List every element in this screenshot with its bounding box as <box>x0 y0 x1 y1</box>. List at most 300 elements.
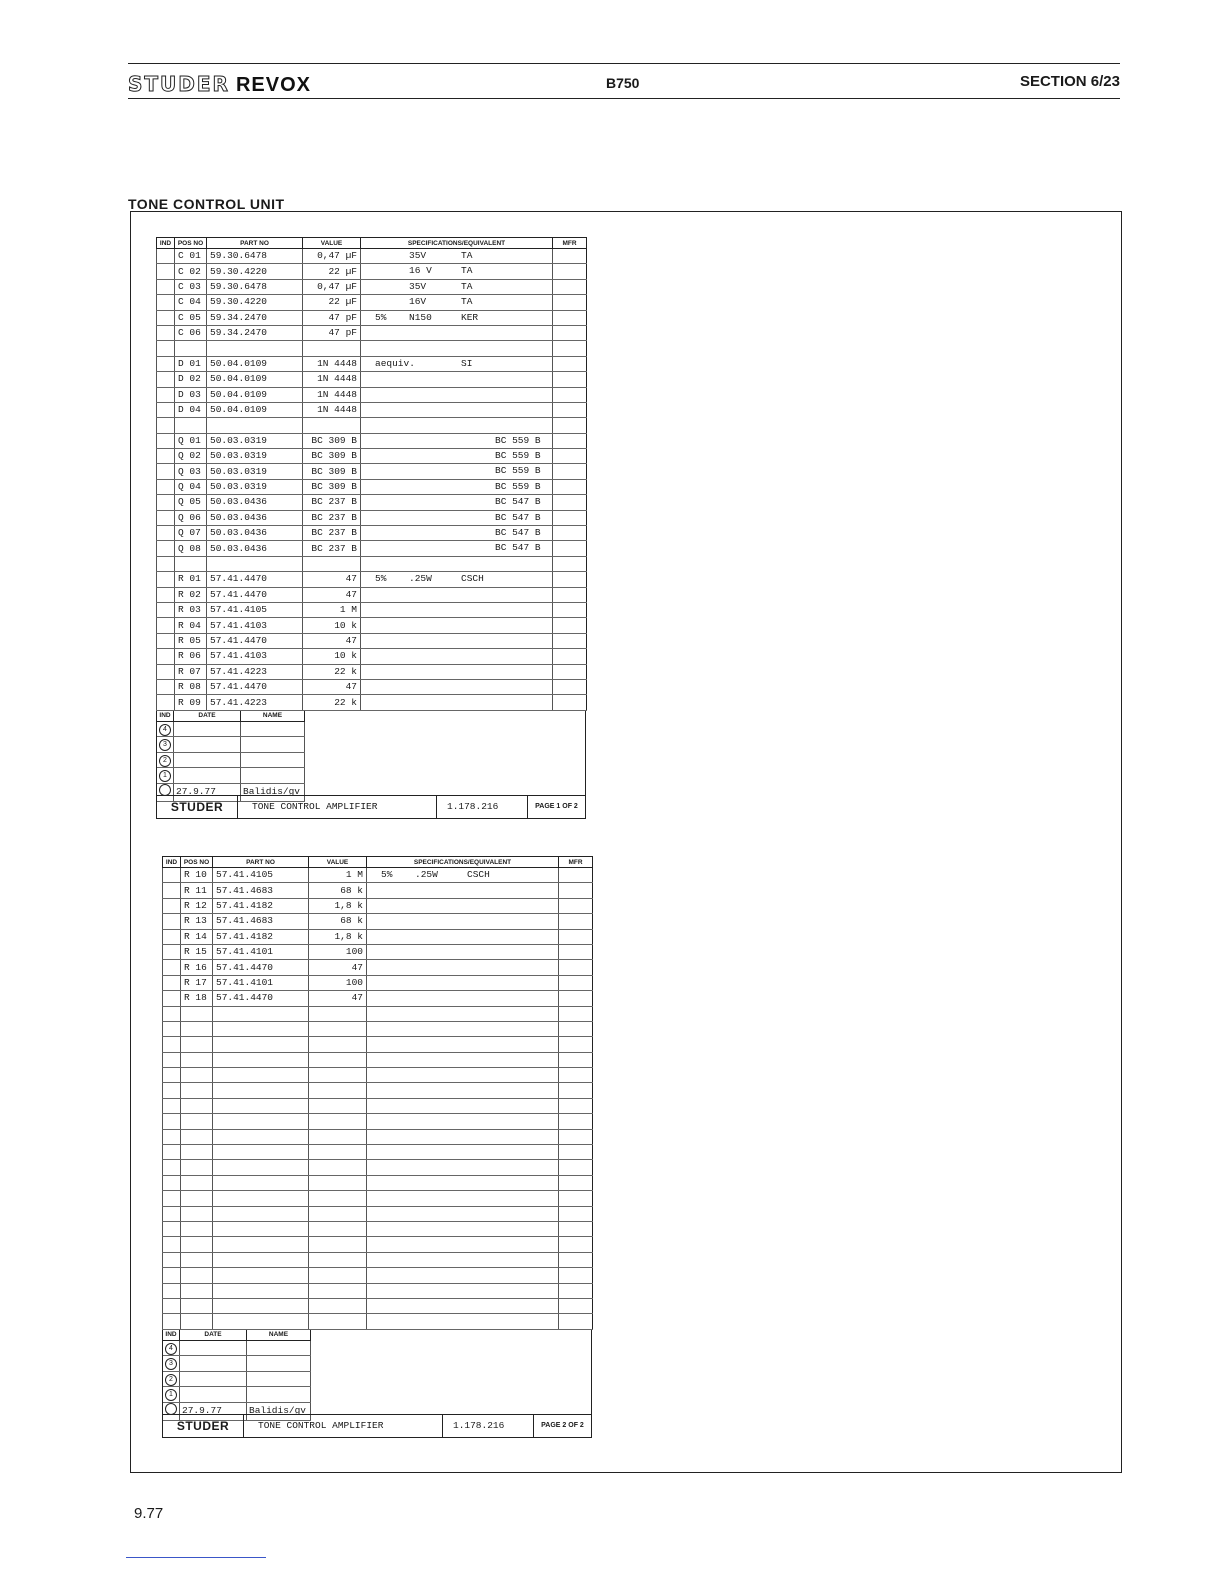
revision-row <box>163 1387 311 1403</box>
spec-cell <box>361 279 553 294</box>
table-row <box>157 526 587 541</box>
table-row <box>157 464 587 479</box>
part-no-cell: 50.03.0436 <box>207 526 303 541</box>
ind-cell <box>163 1252 181 1267</box>
mfr-cell <box>559 1252 593 1267</box>
table-row <box>157 602 587 617</box>
revision-row <box>157 752 305 768</box>
revision-date <box>174 737 241 753</box>
pos-no-cell: Q 06 <box>175 510 207 525</box>
mfr-cell <box>559 1160 593 1175</box>
part-no-cell: 57.41.4105 <box>207 602 303 617</box>
table-row <box>163 1052 593 1067</box>
mfr-cell <box>559 1175 593 1190</box>
spec-cell <box>367 883 559 898</box>
table-row <box>157 664 587 679</box>
revision-row <box>163 1340 311 1356</box>
col-mfr: MFR <box>553 238 587 249</box>
table-row <box>157 556 587 571</box>
table-row <box>163 1191 593 1206</box>
mfr-cell <box>553 510 587 525</box>
ind-cell <box>157 556 175 571</box>
value-cell: 1N 4448 <box>303 372 361 387</box>
value-cell <box>309 1314 367 1329</box>
ind-cell <box>157 526 175 541</box>
revision-name <box>247 1356 311 1372</box>
spec-s3: CSCH <box>461 573 484 585</box>
part-no-cell: 50.03.0319 <box>207 464 303 479</box>
value-cell: 1N 4448 <box>303 356 361 371</box>
spec-cell <box>367 1206 559 1221</box>
revision-date <box>174 752 241 768</box>
table-row <box>157 541 587 556</box>
table-row <box>157 618 587 633</box>
ind-cell <box>157 618 175 633</box>
part-no-cell: 59.34.2470 <box>207 325 303 340</box>
revision-table <box>163 1330 311 1421</box>
part-no-cell: 50.03.0436 <box>207 541 303 556</box>
spec-s4: BC 559 B <box>495 480 541 492</box>
table-row <box>157 587 587 602</box>
spec-cell <box>367 975 559 990</box>
table-row <box>157 295 587 310</box>
value-cell <box>309 1006 367 1021</box>
revision-date: 27.9.77 <box>180 1402 247 1420</box>
part-no-cell: 59.30.4220 <box>207 295 303 310</box>
spec-cell <box>367 898 559 913</box>
pos-no-cell <box>181 1268 213 1283</box>
revision-row <box>163 1371 311 1387</box>
rev-col-date: DATE <box>180 1330 247 1341</box>
value-cell: 47 <box>303 587 361 602</box>
table-row <box>157 649 587 664</box>
ind-cell <box>157 264 175 279</box>
table-row <box>163 1175 593 1190</box>
part-no-cell: 57.41.4470 <box>207 587 303 602</box>
spec-s4: BC 547 B <box>495 511 541 523</box>
table-row <box>163 1206 593 1221</box>
spec-cell <box>361 649 553 664</box>
ind-cell <box>157 356 175 371</box>
table-row <box>163 883 593 898</box>
part-no-cell: 50.03.0319 <box>207 479 303 494</box>
revision-ind-cell <box>163 1371 180 1387</box>
table-row <box>157 418 587 433</box>
table-row <box>163 1221 593 1236</box>
ind-cell <box>163 944 181 959</box>
part-no-cell <box>213 1098 309 1113</box>
part-no-cell: 59.30.6478 <box>207 249 303 264</box>
ind-cell <box>157 679 175 694</box>
table-row <box>157 510 587 525</box>
value-cell <box>309 1037 367 1052</box>
pos-no-cell: Q 05 <box>175 495 207 510</box>
revision-block <box>156 711 586 819</box>
table-row <box>157 264 587 279</box>
spec-cell <box>361 679 553 694</box>
parts-table <box>162 856 593 1330</box>
table-row <box>163 1283 593 1298</box>
mfr-cell <box>559 883 593 898</box>
value-cell: 47 <box>303 679 361 694</box>
value-cell: 1N 4448 <box>303 387 361 402</box>
revision-ind-cell <box>163 1387 180 1403</box>
rev-col-ind: IND <box>163 1330 180 1341</box>
pos-no-cell: Q 03 <box>175 464 207 479</box>
table-row <box>163 1083 593 1098</box>
spec-cell <box>361 264 553 279</box>
table-row <box>163 1129 593 1144</box>
value-cell <box>309 1237 367 1252</box>
value-cell: 1,8 k <box>309 929 367 944</box>
revision-name <box>241 721 305 737</box>
spec-s2: 16V <box>409 296 427 308</box>
value-cell: BC 237 B <box>303 526 361 541</box>
value-cell <box>309 1098 367 1113</box>
value-cell <box>309 1068 367 1083</box>
revision-ind-cell <box>157 752 174 768</box>
mfr-cell <box>553 633 587 648</box>
pos-no-cell <box>181 1083 213 1098</box>
revision-row <box>163 1356 311 1372</box>
pos-no-cell: C 06 <box>175 325 207 340</box>
ind-cell <box>163 868 181 883</box>
spec-s4: BC 547 B <box>495 527 541 539</box>
mfr-cell <box>553 572 587 587</box>
part-no-cell <box>213 1037 309 1052</box>
value-cell: BC 309 B <box>303 464 361 479</box>
spec-cell <box>361 249 553 264</box>
parts-table <box>156 237 587 711</box>
mfr-cell <box>559 1052 593 1067</box>
spec-s4: BC 559 B <box>495 434 541 446</box>
spec-cell <box>367 1098 559 1113</box>
pos-no-cell: R 05 <box>175 633 207 648</box>
value-cell <box>303 418 361 433</box>
part-no-cell: 57.41.4103 <box>207 618 303 633</box>
spec-cell <box>361 449 553 464</box>
spec-cell <box>367 1298 559 1313</box>
value-cell: 47 pF <box>303 310 361 325</box>
value-cell: 10 k <box>303 649 361 664</box>
table-row <box>157 695 587 710</box>
title-block <box>157 795 585 818</box>
spec-s2: 16 V <box>409 265 432 277</box>
part-no-cell <box>207 418 303 433</box>
ind-cell <box>163 1052 181 1067</box>
value-cell: 1 M <box>309 868 367 883</box>
table-row <box>157 310 587 325</box>
spec-s3: CSCH <box>467 869 490 880</box>
spec-cell <box>361 479 553 494</box>
revision-row <box>157 721 305 737</box>
parts-table-header <box>163 857 593 868</box>
value-cell <box>303 341 361 356</box>
ind-cell <box>163 1237 181 1252</box>
value-cell: BC 309 B <box>303 433 361 448</box>
pos-no-cell: C 03 <box>175 279 207 294</box>
section-number: SECTION 6/23 <box>1019 73 1120 90</box>
part-no-cell: 50.04.0109 <box>207 387 303 402</box>
ind-cell <box>157 387 175 402</box>
revision-date <box>180 1387 247 1403</box>
pos-no-cell <box>181 1021 213 1036</box>
pos-no-cell: C 05 <box>175 310 207 325</box>
pos-no-cell <box>181 1237 213 1252</box>
ind-cell <box>163 1068 181 1083</box>
table-row <box>163 868 593 883</box>
value-cell <box>309 1021 367 1036</box>
mfr-cell <box>559 1037 593 1052</box>
value-cell: 22 k <box>303 664 361 679</box>
table-row <box>163 1114 593 1129</box>
table-row <box>157 433 587 448</box>
spec-cell <box>361 510 553 525</box>
model-number: B750 <box>606 75 640 91</box>
ind-cell <box>157 249 175 264</box>
spec-cell <box>361 464 553 479</box>
col-pos-no: POS NO <box>175 238 207 249</box>
ind-cell <box>163 914 181 929</box>
value-cell <box>309 1252 367 1267</box>
value-cell <box>303 556 361 571</box>
spec-cell <box>367 1129 559 1144</box>
value-cell: BC 309 B <box>303 449 361 464</box>
value-cell: 68 k <box>309 883 367 898</box>
pos-no-cell: D 02 <box>175 372 207 387</box>
spec-cell <box>367 1145 559 1160</box>
revision-name: Balidis/gv <box>247 1402 311 1420</box>
ind-cell <box>163 1175 181 1190</box>
pos-no-cell: R 17 <box>181 975 213 990</box>
spec-s3: KER <box>461 311 479 323</box>
part-no-cell <box>213 1175 309 1190</box>
mfr-cell <box>553 526 587 541</box>
title-block-page: PAGE 1 OF 2 <box>535 803 578 811</box>
mfr-cell <box>553 295 587 310</box>
spec-s2: N150 <box>409 311 432 323</box>
mfr-cell <box>559 1083 593 1098</box>
ind-cell <box>163 1098 181 1113</box>
spec-cell <box>367 1021 559 1036</box>
part-no-cell <box>213 1114 309 1129</box>
mfr-cell <box>559 1191 593 1206</box>
part-no-cell <box>213 1083 309 1098</box>
table-row <box>157 679 587 694</box>
rev-col-date: DATE <box>174 711 241 722</box>
spec-cell <box>361 387 553 402</box>
spec-cell <box>361 356 553 371</box>
pos-no-cell: R 08 <box>175 679 207 694</box>
revision-name <box>247 1340 311 1356</box>
table-row <box>163 1314 593 1329</box>
mfr-cell <box>559 1098 593 1113</box>
ind-cell <box>163 1160 181 1175</box>
pos-no-cell <box>181 1037 213 1052</box>
value-cell <box>309 1268 367 1283</box>
revision-name: Balidis/gv <box>241 783 305 801</box>
mfr-cell <box>559 1006 593 1021</box>
col-spec: SPECIFICATIONS/EQUIVALENT <box>361 238 553 249</box>
part-no-cell: 57.41.4683 <box>213 883 309 898</box>
ind-cell <box>163 960 181 975</box>
pos-no-cell <box>175 418 207 433</box>
part-no-cell <box>213 1160 309 1175</box>
pos-no-cell: R 13 <box>181 914 213 929</box>
spec-cell <box>361 372 553 387</box>
part-no-cell: 50.03.0319 <box>207 433 303 448</box>
col-part-no: PART NO <box>207 238 303 249</box>
ind-cell <box>157 664 175 679</box>
table-row <box>157 249 587 264</box>
table-row <box>163 1098 593 1113</box>
spec-cell <box>361 402 553 417</box>
part-no-cell <box>207 556 303 571</box>
ind-cell <box>157 633 175 648</box>
value-cell: 68 k <box>309 914 367 929</box>
pos-no-cell <box>181 1252 213 1267</box>
parts-list-sheet-1 <box>156 237 586 819</box>
mfr-cell <box>553 279 587 294</box>
spec-s2: 35V <box>409 280 427 292</box>
part-no-cell: 57.41.4103 <box>207 649 303 664</box>
pos-no-cell <box>181 1098 213 1113</box>
mfr-cell <box>553 695 587 710</box>
spec-cell <box>367 1221 559 1236</box>
col-ind: IND <box>157 238 175 249</box>
spec-cell <box>361 664 553 679</box>
spec-s3: TA <box>461 265 473 277</box>
pos-no-cell: Q 02 <box>175 449 207 464</box>
value-cell: 0,47 µF <box>303 249 361 264</box>
title-block-number: 1.178.216 <box>443 1415 534 1437</box>
title-block <box>163 1414 591 1437</box>
spec-cell <box>367 1160 559 1175</box>
spec-cell <box>361 602 553 617</box>
spec-cell <box>367 1083 559 1098</box>
revision-date <box>180 1340 247 1356</box>
header-rule-top <box>128 63 1120 64</box>
col-ind: IND <box>163 857 181 868</box>
mfr-cell <box>553 618 587 633</box>
revision-index-icon: 4 <box>165 1343 177 1355</box>
ind-cell <box>157 510 175 525</box>
table-row <box>163 1298 593 1313</box>
spec-s4: BC 559 B <box>495 450 541 462</box>
spec-s3: TA <box>461 250 473 261</box>
pos-no-cell <box>181 1175 213 1190</box>
pos-no-cell: R 14 <box>181 929 213 944</box>
ind-cell <box>163 1314 181 1329</box>
rev-col-name: NAME <box>247 1330 311 1341</box>
table-row <box>163 991 593 1006</box>
table-row <box>163 929 593 944</box>
value-cell <box>309 1052 367 1067</box>
value-cell: 47 <box>303 572 361 587</box>
col-part-no: PART NO <box>213 857 309 868</box>
pos-no-cell: R 12 <box>181 898 213 913</box>
spec-cell <box>367 1068 559 1083</box>
col-value: VALUE <box>309 857 367 868</box>
part-no-cell <box>213 1206 309 1221</box>
spec-cell <box>367 1037 559 1052</box>
table-row <box>163 1068 593 1083</box>
part-no-cell <box>213 1068 309 1083</box>
ind-cell <box>157 418 175 433</box>
ind-cell <box>163 1114 181 1129</box>
spec-cell <box>367 1252 559 1267</box>
revision-ind-cell <box>157 768 174 784</box>
parts-table-header <box>157 238 587 249</box>
revision-table <box>157 711 305 802</box>
spec-s1: 5% <box>381 869 393 880</box>
revision-name <box>247 1371 311 1387</box>
pos-no-cell: R 02 <box>175 587 207 602</box>
part-no-cell: 57.41.4105 <box>213 868 309 883</box>
mfr-cell <box>553 387 587 402</box>
pos-no-cell: C 04 <box>175 295 207 310</box>
spec-s1: 5% <box>375 311 387 323</box>
pos-no-cell <box>181 1129 213 1144</box>
part-no-cell <box>213 1268 309 1283</box>
value-cell <box>309 1160 367 1175</box>
part-no-cell: 57.41.4182 <box>213 898 309 913</box>
spec-cell <box>361 495 553 510</box>
value-cell <box>309 1083 367 1098</box>
pos-no-cell <box>181 1221 213 1236</box>
revision-name <box>241 737 305 753</box>
part-no-cell: 50.03.0436 <box>207 495 303 510</box>
spec-cell <box>361 526 553 541</box>
value-cell <box>309 1145 367 1160</box>
spec-cell <box>367 1237 559 1252</box>
mfr-cell <box>553 587 587 602</box>
revision-name <box>247 1387 311 1403</box>
spec-s2: .25W <box>415 869 438 880</box>
pos-no-cell <box>181 1052 213 1067</box>
ind-cell <box>163 1221 181 1236</box>
value-cell <box>309 1175 367 1190</box>
table-row <box>163 1037 593 1052</box>
mfr-cell <box>559 975 593 990</box>
pos-no-cell: D 04 <box>175 402 207 417</box>
table-row <box>163 1237 593 1252</box>
mfr-cell <box>559 1298 593 1313</box>
value-cell: 47 <box>303 633 361 648</box>
part-no-cell <box>213 1006 309 1021</box>
revision-row <box>157 737 305 753</box>
mfr-cell <box>559 1129 593 1144</box>
spec-s4: BC 547 B <box>495 496 541 508</box>
value-cell: 47 pF <box>303 325 361 340</box>
part-no-cell: 50.04.0109 <box>207 372 303 387</box>
mfr-cell <box>553 495 587 510</box>
part-no-cell <box>213 1237 309 1252</box>
pos-no-cell: R 18 <box>181 991 213 1006</box>
parts-list-sheet-2 <box>162 856 592 1438</box>
value-cell: 10 k <box>303 618 361 633</box>
spec-cell <box>367 1283 559 1298</box>
mfr-cell <box>553 264 587 279</box>
spec-cell <box>367 1268 559 1283</box>
mfr-cell <box>553 679 587 694</box>
part-no-cell <box>213 1314 309 1329</box>
ind-cell <box>157 572 175 587</box>
pos-no-cell <box>181 1114 213 1129</box>
value-cell <box>309 1129 367 1144</box>
part-no-cell <box>213 1283 309 1298</box>
col-mfr: MFR <box>559 857 593 868</box>
